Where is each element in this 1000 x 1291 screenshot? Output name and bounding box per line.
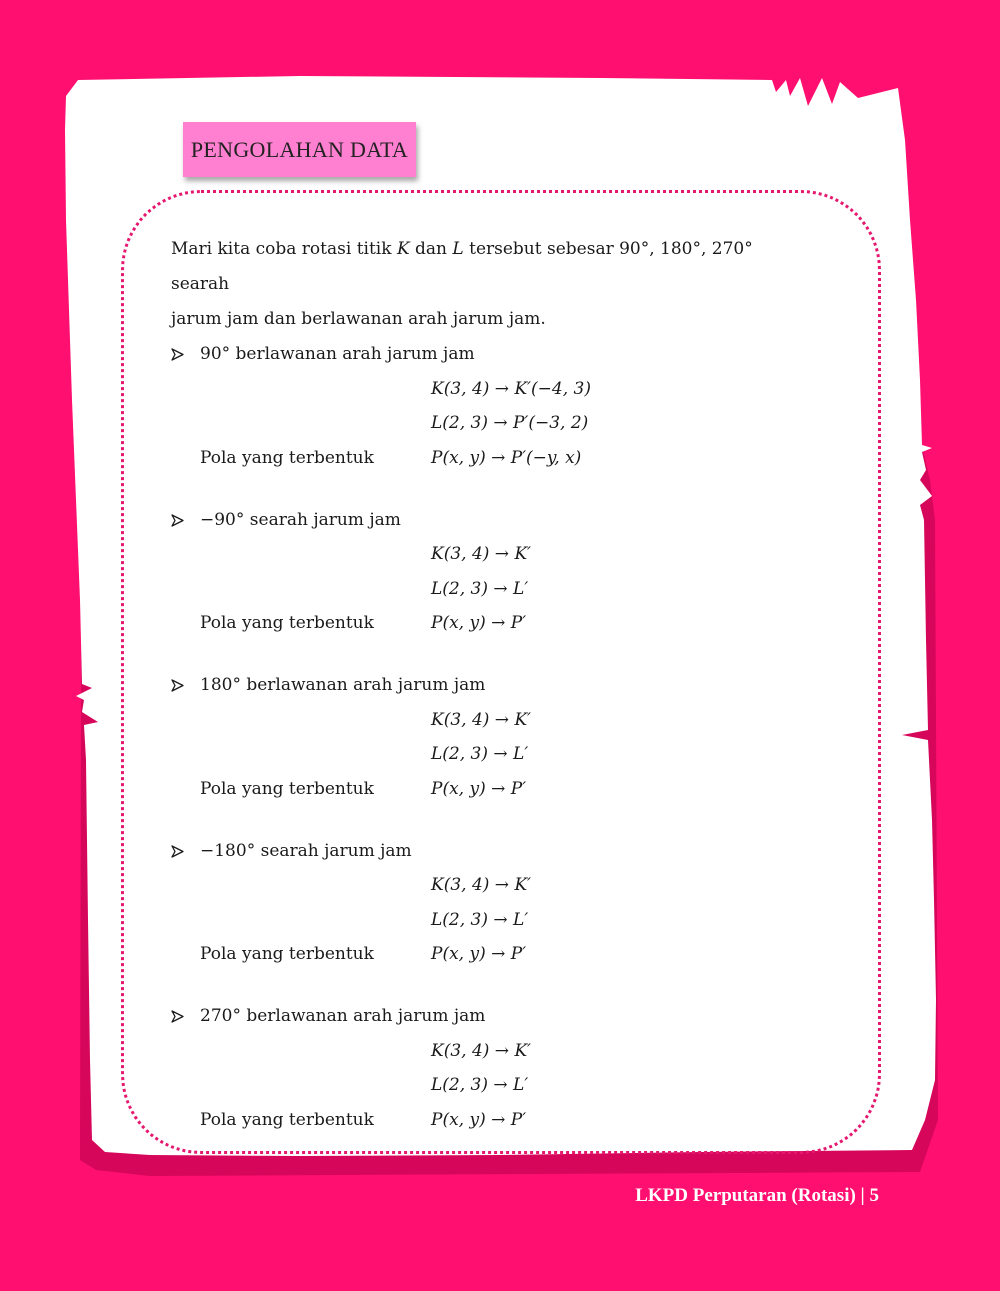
section-heading: −180° searah jarum jam (200, 840, 412, 861)
arrow-bullet-icon (171, 348, 200, 361)
section-heading: −90° searah jarum jam (200, 509, 401, 530)
l-mapping: L(2, 3) → P′(−3, 2) (431, 413, 589, 434)
section-title: PENGOLAHAN DATA (183, 122, 416, 177)
rotation-sections (171, 337, 811, 1138)
k-mapping: K(3, 4) → K′ (431, 875, 532, 896)
arrow-bullet-icon (171, 514, 200, 527)
arrow-bullet-icon (171, 1010, 200, 1023)
pattern-label: Pola yang terbentuk (200, 778, 374, 799)
section-heading: 90° berlawanan arah jarum jam (200, 344, 475, 364)
intro-line-1: Mari kita coba rotasi titik K dan L tersebut sebesar 90°, 180°, 270° searah (171, 239, 753, 294)
pattern-label: Pola yang terbentuk (200, 613, 374, 634)
rotation-section (171, 668, 811, 807)
pattern-mapping: P(x, y) → P′(−y, x) (431, 447, 582, 468)
rotation-section (171, 503, 811, 642)
pattern-mapping: P(x, y) → P′ (431, 613, 527, 634)
intro-line-2: jarum jam dan berlawanan arah jarum jam. (171, 309, 546, 329)
pattern-label: Pola yang terbentuk (200, 447, 374, 468)
k-mapping: K(3, 4) → K′(−4, 3) (431, 378, 591, 399)
pattern-mapping: P(x, y) → P′ (431, 944, 527, 965)
k-mapping: K(3, 4) → K′ (431, 709, 532, 730)
content-area (171, 232, 811, 1165)
page-footer: LKPD Perputaran (Rotasi) | 5 (635, 1185, 879, 1206)
l-mapping: L(2, 3) → L′ (431, 909, 529, 930)
pattern-mapping: P(x, y) → P′ (431, 778, 527, 799)
pattern-label: Pola yang terbentuk (200, 944, 374, 965)
l-mapping: L(2, 3) → L′ (431, 1075, 529, 1096)
rotation-section (171, 999, 811, 1138)
k-mapping: K(3, 4) → K′ (431, 1040, 532, 1061)
arrow-bullet-icon (171, 679, 200, 692)
rotation-section (171, 337, 811, 476)
arrow-bullet-icon (171, 845, 200, 858)
l-mapping: L(2, 3) → L′ (431, 578, 529, 599)
pattern-label: Pola yang terbentuk (200, 1109, 374, 1130)
section-heading: 180° berlawanan arah jarum jam (200, 675, 486, 695)
l-mapping: L(2, 3) → L′ (431, 744, 529, 765)
k-mapping: K(3, 4) → K′ (431, 544, 532, 565)
pattern-mapping: P(x, y) → P′ (431, 1109, 527, 1130)
section-heading: 270° berlawanan arah jarum jam (200, 1006, 486, 1026)
rotation-section (171, 834, 811, 973)
